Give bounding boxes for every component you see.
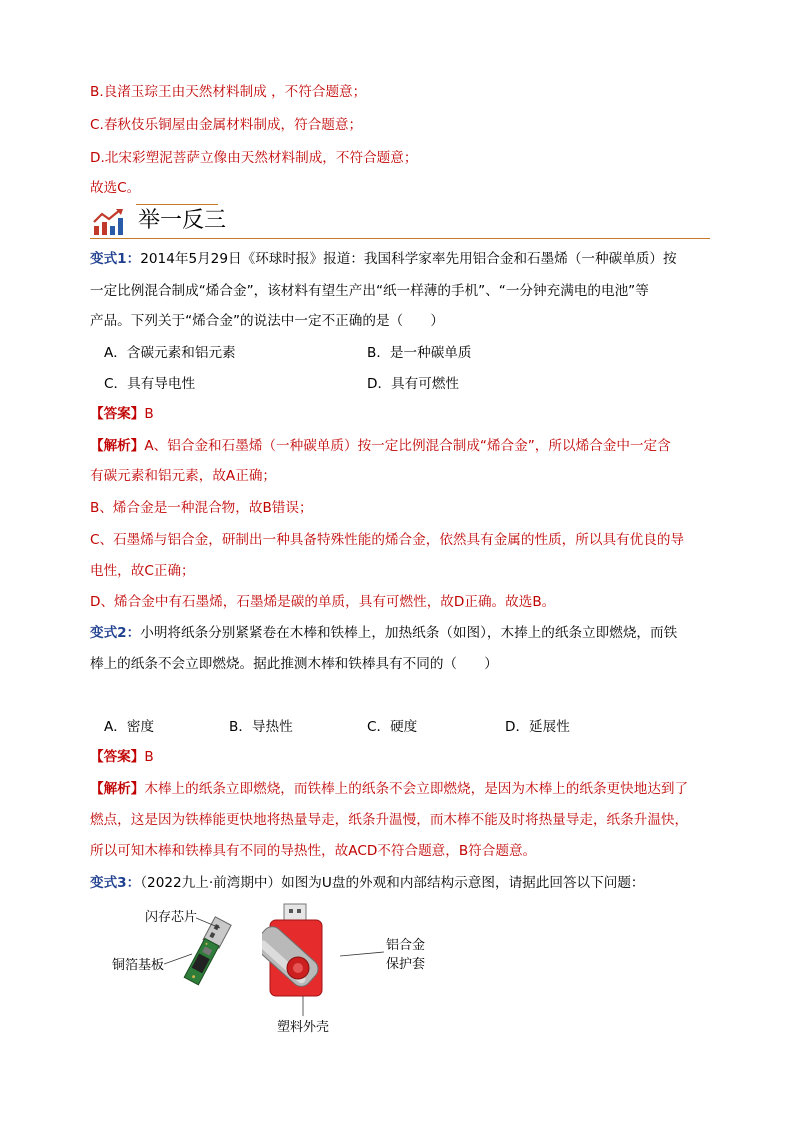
q1-option-b: B．是一种碳单质 — [367, 345, 472, 361]
q1-stem-line2: 一定比例混合制成“烯合金”，该材料有望生产出“纸一样薄的手机”、“一分钟充满电的电池”等 — [90, 283, 649, 299]
q1-option-d: D．具有可燃性 — [367, 376, 460, 392]
q1-option-a: A．含碳元素和铝元素 — [104, 345, 236, 361]
q1-analysis-text1: A、铝合金和石墨烯（一种碳单质）按一定比例混合制成“烯合金”，所以烯合金中一定含 — [144, 438, 671, 454]
leader-line-board — [164, 952, 194, 966]
q3-stem — [90, 873, 645, 893]
q1-answer — [90, 404, 154, 424]
prev-answer-conclusion: 故选C。 — [90, 180, 141, 196]
prev-answer-c: C.春秋伎乐铜屋由金属材料制成，符合题意； — [90, 117, 363, 133]
leader-line-cover — [340, 950, 386, 960]
q2-answer — [90, 747, 154, 767]
prev-answer-b: B.良渚玉琮王由天然材料制成 ，不符合题意； — [90, 84, 367, 100]
label-alloy-cover-line1: 铝合金 — [386, 938, 426, 953]
q2-analysis-line3: 所以可知木棒和铁棒具有不同的导热性，故ACD不符合题意，B符合题意。 — [90, 843, 537, 859]
q1-analysis-line2: 有碳元素和铝元素，故A正确； — [90, 468, 277, 484]
label-copper-board: 铜箔基板 — [112, 958, 165, 973]
q2-analysis-line2: 燃点，这是因为铁棒能更快地将热量导走，纸条升温慢，而木棒不能及时将热量导走，纸条升温快， — [90, 812, 689, 828]
q2-answer-tag: 【答案】 — [90, 749, 145, 765]
q3-stem-text: （2022九上·前湾期中）如图为U盘的外观和内部结构示意图，请据此回答以下问题： — [140, 875, 645, 891]
q2-option-a: A．密度 — [104, 719, 155, 735]
q2-label: 变式2： — [90, 625, 141, 641]
q2-option-d: D．延展性 — [505, 719, 570, 735]
q1-option-c: C．具有导电性 — [104, 376, 196, 392]
q1-answer-tag: 【答案】 — [90, 406, 145, 422]
q1-analysis-line6: D、烯合金中有石墨烯，石墨烯是碳的单质，具有可燃性，故D正确。故选B。 — [90, 594, 556, 610]
q2-analysis-text1: 木棒上的纸条立即燃烧，而铁棒上的纸条不会立即燃烧，是因为木棒上的纸条更快地达到了 — [144, 781, 689, 797]
q1-answer-value: B — [144, 406, 154, 422]
label-alloy-cover-line2: 保护套 — [386, 957, 426, 972]
label-plastic-shell: 塑料外壳 — [277, 1020, 330, 1035]
q1-stem-line1 — [90, 249, 677, 269]
leader-line-shell — [300, 996, 306, 1018]
bar-chart-trend-icon — [92, 208, 128, 236]
q2-stem-line2: 棒上的纸条不会立即燃烧。据此推测木棒和铁棒具有不同的（ ） — [90, 656, 498, 672]
usb-exterior-image — [262, 898, 362, 1000]
q2-option-c: C．硬度 — [367, 719, 418, 735]
q1-analysis-line1 — [90, 436, 671, 456]
q2-analysis-tag: 【解析】 — [90, 781, 145, 797]
q1-label: 变式1： — [90, 251, 141, 267]
section-top-rule — [136, 204, 218, 205]
q1-analysis-line3: B、烯合金是一种混合物，故B错误； — [90, 500, 313, 516]
q3-label: 变式3： — [90, 875, 141, 891]
q1-analysis-line5: 电性，故C正确； — [90, 563, 195, 579]
prev-answer-d: D.北宋彩塑泥菩萨立像由天然材料制成，不符合题意； — [90, 150, 418, 166]
section-rule — [90, 238, 710, 239]
q1-stem-text1: 2014年5月29日《环球时报》报道：我国科学家率先用铝合金和石墨烯（一种碳单质）按 — [140, 251, 677, 267]
q2-stem-line1 — [90, 623, 677, 643]
leader-line-chip — [196, 916, 222, 930]
q1-analysis-tag: 【解析】 — [90, 438, 145, 454]
q2-analysis-line1 — [90, 779, 688, 799]
q2-stem-text1: 小明将纸条分别紧紧卷在木棒和铁棒上，加热纸条（如图），木捧上的纸条立即燃烧，而铁 — [140, 625, 678, 641]
q1-analysis-line4: C、石墨烯与铝合金，研制出一种具备特殊性能的烯合金，依然具有金属的性质，所以具有优良的导 — [90, 532, 685, 548]
label-flash-chip: 闪存芯片 — [145, 910, 198, 925]
section-title: 举一反三 — [138, 208, 227, 233]
q2-option-b: B．导热性 — [229, 719, 293, 735]
q2-answer-value: B — [144, 749, 154, 765]
q1-stem-line3: 产品。下列关于“烯合金”的说法中一定不正确的是（ ） — [90, 313, 444, 329]
